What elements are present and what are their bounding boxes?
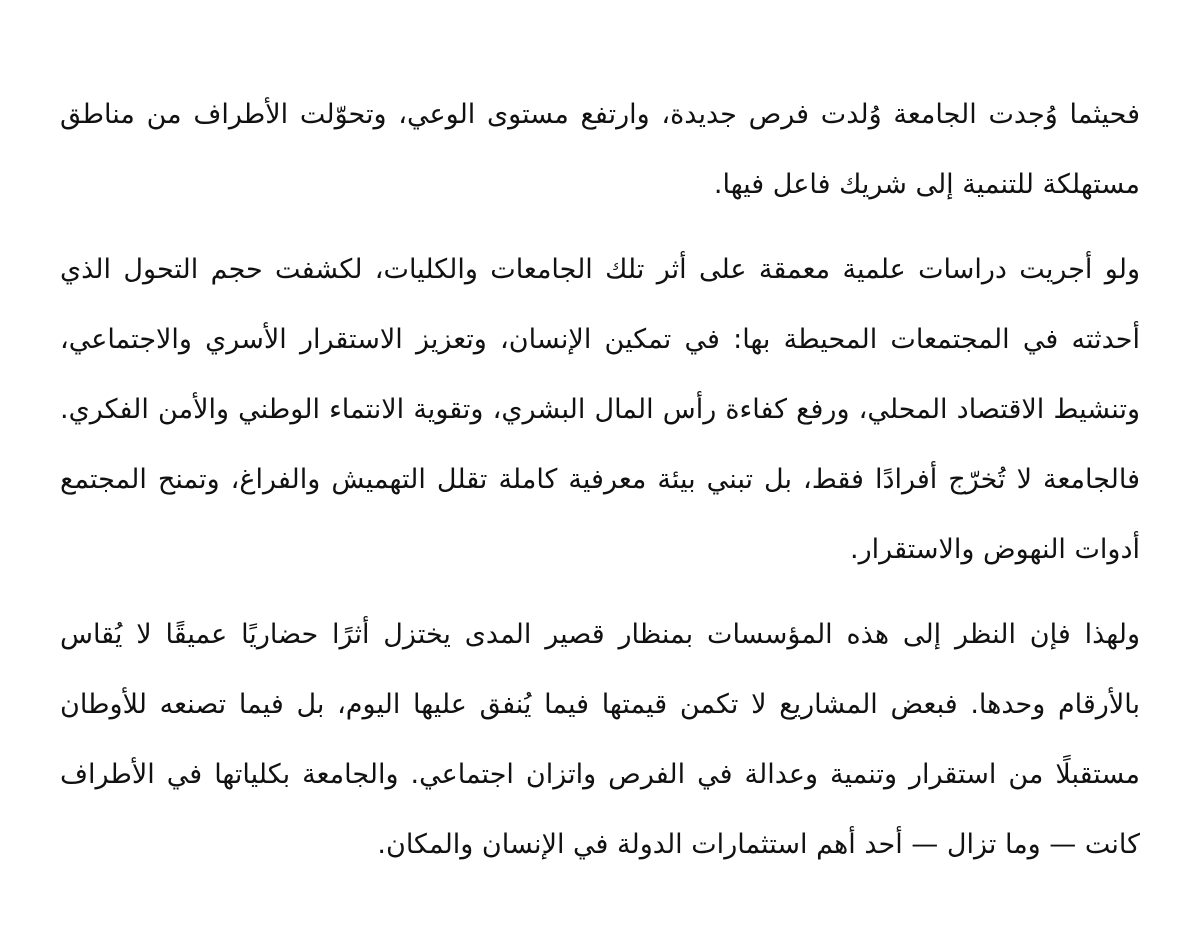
paragraph-3: ولهذا فإن النظر إلى هذه المؤسسات بمنظار قصير المدى يختزل أثرًا حضاريًا عميقًا لا يُقاس بالأرقام وحدها. فبعض المشاريع لا تكمن قيمتها فيما يُنفق عليها اليوم، بل فيما تصنعه للأوطان مستقبلًا من استقرار وتنمية وعدالة في الفرص واتزان اجتماعي. والجامعة بكلياتها في الأطراف كانت — وما تزال — أحد أهم استثمارات الدولة في الإنسان والمكان. <box>60 619 1140 860</box>
paragraph-2: ولو أجريت دراسات علمية معمقة على أثر تلك الجامعات والكليات، لكشفت حجم التحول الذي أحدثته في المجتمعات المحيطة بها: في تمكين الإنسان، وتعزيز الاستقرار الأسري والاجتماعي، وتنشيط الاقتصاد المحلي، ورفع كفاءة رأس المال البشري، وتقوية الانتماء الوطني والأمن الفكري. فالجامعة لا تُخرّج أفرادًا فقط، بل تبني بيئة معرفية كاملة تقلل التهميش والفراغ، وتمنح المجتمع أدوات النهوض والاستقرار. <box>60 254 1140 565</box>
paragraph-1: فحيثما وُجدت الجامعة وُلدت فرص جديدة، وارتفع مستوى الوعي، وتحوّلت الأطراف من مناطق مستهلكة للتنمية إلى شريك فاعل فيها. <box>60 99 1140 200</box>
